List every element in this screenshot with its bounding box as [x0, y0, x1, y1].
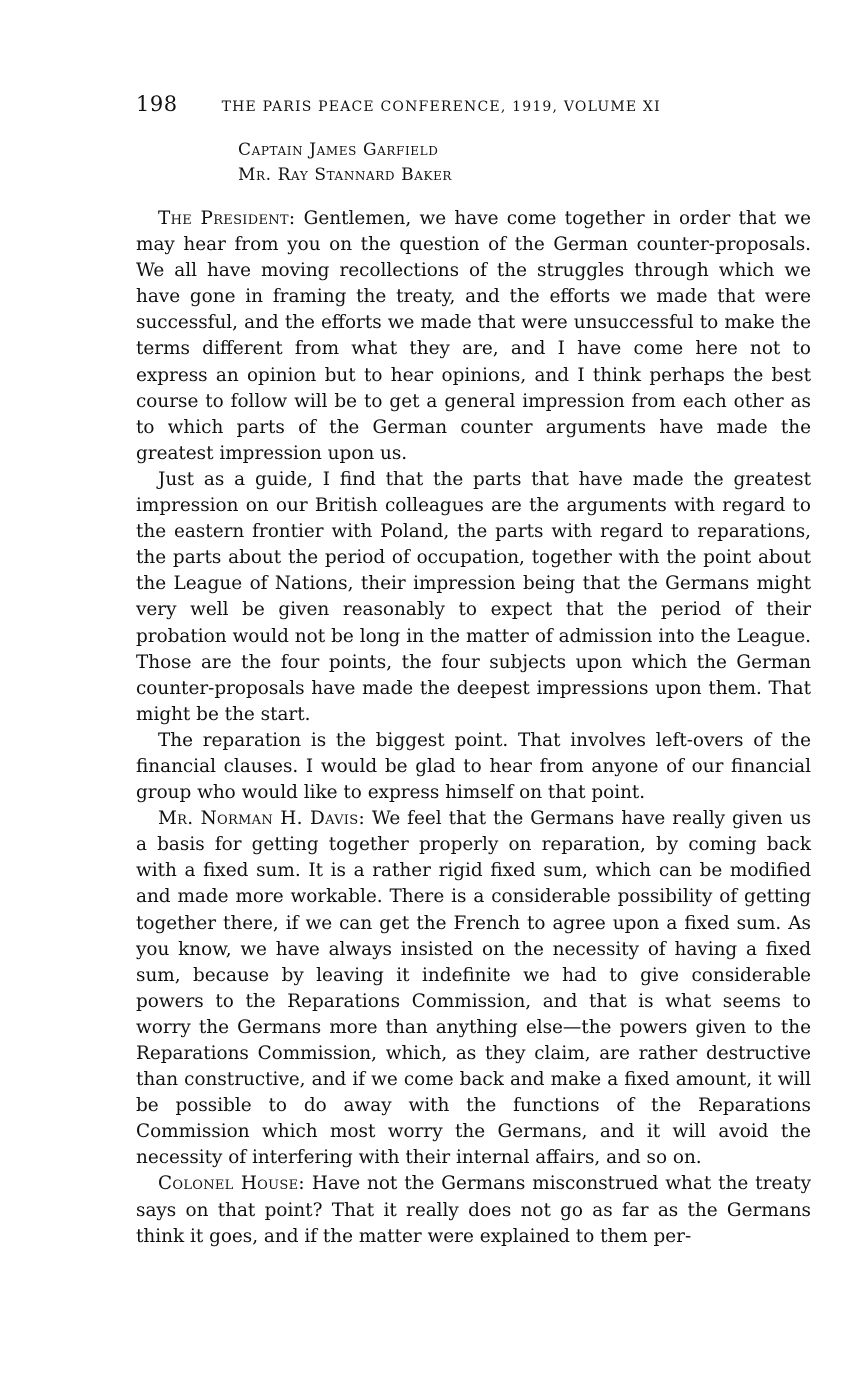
speaker-name: The President:: [158, 208, 296, 229]
attendee-line: Mr. Ray Stannard Baker: [238, 165, 453, 185]
paragraph: [136, 206, 811, 467]
paragraph: [136, 806, 811, 1171]
speaker-name: Colonel House:: [158, 1173, 305, 1195]
paragraph: [136, 1171, 811, 1249]
speech-text: We feel that the Germans have really given us a basis for getting together properly on reparation, by coming back with a fixed sum. It is a rather rigid fixed sum, which can be modified and made more workable. There is a considerable possibility of getting together there, if we can get the French to agree upon a fixed sum. As you know, we have always insisted on the necessity of having a fixed sum, because by leaving it indefinite we had to give considerable powers to the Reparations Commission, and that is what seems to worry the Germans more than anything else—the powers given to the Reparations Commission, which, as they claim, are rather destructive than constructive, and if we come back and make a fixed amount, it will be possible to do away with the functions of the Reparations Commission which most worry the Germans, and it will avoid the necessity of interfering with their internal affairs, and so on.: [136, 808, 812, 1169]
attendee-line: Captain James Garfield: [238, 140, 439, 160]
body-text: [136, 206, 811, 1250]
running-head: THE PARIS PEACE CONFERENCE, 1919, VOLUME XI: [221, 99, 661, 115]
paragraph: [136, 728, 811, 806]
speaker-name: Mr. Norman H. Davis:: [158, 808, 365, 830]
page-header: [136, 92, 816, 120]
speech-text: Have not the Germans misconstrued what the treaty says on that point? That it really does not go as far as the Germans think it goes, and if the matter were explained to them per-: [136, 1173, 811, 1247]
speech-text: Just as a guide, I find that the parts that have made the greatest impression on our British colleagues are the arguments with regard to the eastern frontier with Poland, the parts with regard to reparations, the parts about the period of occupation, together with the point about the League of Nations, their impression being that the Germans might very well be given reasonably to expect that the period of their probation would not be long in the matter of admission into the League. Those are the four points, the four subjects upon which the German counter-proposals have made the deepest impressions upon them. That might be the start.: [136, 468, 811, 725]
speech-text: The reparation is the biggest point. That involves left-overs of the financial clauses. I would be glad to hear from anyone of our financial group who would like to express himself on that point.: [136, 729, 811, 804]
paragraph: [136, 467, 811, 728]
speech-text: Gentlemen, we have come together in order that we may hear from you on the question of the German counter-proposals. We all have moving recollections of the struggles through which we have gone in framing the treaty, and the efforts we made that were successful, and the efforts we made that were unsuccessful to make the terms different from what they are, and I have come here not to express an opinion but to hear opinions, and I think perhaps the best course to follow will be to get a general impression from each other as to which parts of the German counter arguments have made the greatest impression upon us.: [136, 208, 811, 464]
page-number: 198: [136, 92, 178, 116]
